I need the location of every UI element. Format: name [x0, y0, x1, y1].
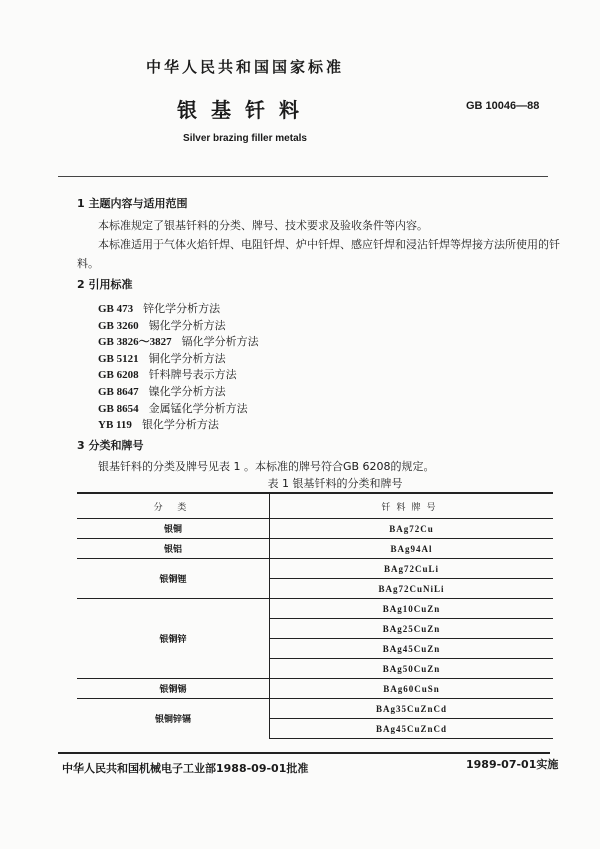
standard-code: GB 10046—88	[466, 100, 540, 112]
reference-code: GB 3826～3827	[98, 336, 172, 349]
reference-item	[98, 383, 226, 399]
grade-cell: BAg94Al	[270, 539, 554, 559]
reference-item	[98, 416, 219, 432]
grade-cell: BAg50CuZn	[270, 659, 554, 679]
reference-code: GB 3260	[98, 319, 139, 332]
table-row	[77, 559, 553, 579]
column-header: 分 类	[77, 493, 270, 519]
grade-cell: BAg72Cu	[270, 519, 554, 539]
category-cell: 银铜锌	[77, 599, 270, 679]
reference-code: GB 8647	[98, 386, 139, 398]
grade-cell: BAg45CuZn	[270, 639, 554, 659]
reference-item	[98, 333, 259, 349]
reference-item	[98, 300, 220, 316]
reference-title: 锌化学分析方法	[143, 302, 221, 315]
reference-code: GB 8654	[98, 402, 139, 415]
category-cell: 银铜	[77, 519, 270, 539]
reference-item	[98, 317, 226, 333]
reference-code: GB 5121	[98, 352, 139, 365]
grade-cell: BAg25CuZn	[270, 619, 554, 639]
reference-title: 锡化学分析方法	[148, 318, 226, 332]
reference-title: 铜化学分析方法	[148, 351, 226, 365]
category-cell: 银铜锂	[77, 559, 270, 599]
section-heading: 2 引用标准	[77, 278, 133, 291]
footer-divider	[58, 752, 550, 754]
grade-cell: BAg72CuNiLi	[270, 579, 554, 599]
reference-code: GB 473	[98, 303, 134, 315]
table-caption: 表 1 银基钎料的分类和牌号	[267, 477, 403, 490]
section-heading: 3 分类和牌号	[77, 439, 144, 452]
reference-item	[98, 366, 237, 382]
category-cell: 银铜锌镉	[77, 699, 270, 739]
approval-date: 中华人民共和国机械电子工业部1988-09-01批准	[62, 762, 309, 775]
reference-item	[98, 350, 226, 366]
table-row	[77, 599, 553, 619]
column-header: 钎料牌号	[270, 493, 554, 519]
section-heading: 1 主题内容与适用范围	[77, 197, 188, 210]
grade-cell: BAg60CuSn	[270, 679, 554, 699]
table-row	[77, 679, 553, 699]
reference-title: 钎料牌号表示方法	[148, 368, 237, 382]
paragraph: 料。	[77, 257, 99, 270]
reference-title: 镍化学分析方法	[148, 385, 226, 398]
reference-title: 镉化学分析方法	[181, 335, 259, 349]
grade-cell: BAg72CuLi	[270, 559, 554, 579]
reference-title: 金属锰化学分析方法	[148, 401, 248, 415]
reference-code: GB 6208	[98, 369, 139, 382]
classification-table	[77, 492, 553, 739]
category-cell: 银铝	[77, 539, 270, 559]
grade-cell: BAg45CuZnCd	[270, 719, 554, 739]
reference-item	[98, 400, 248, 416]
national-standard-label: 中华人民共和国国家标准	[145, 58, 344, 76]
reference-title: 银化学分析方法	[141, 418, 219, 432]
document-title: 银基钎料	[177, 98, 313, 122]
paragraph: 银基钎料的分类及牌号见表 1 。本标准的牌号符合GB 6208的规定。	[98, 460, 435, 473]
table-row	[77, 699, 553, 719]
effective-date: 1989-07-01实施	[466, 758, 559, 771]
grade-cell: BAg35CuZnCd	[270, 699, 554, 719]
grade-cell: BAg10CuZn	[270, 599, 554, 619]
paragraph: 本标准适用于气体火焰钎焊、电阻钎焊、炉中钎焊、感应钎焊和浸沾钎焊等焊接方法所使用的钎	[98, 238, 560, 251]
category-cell: 银铜锡	[77, 679, 270, 699]
reference-code: YB 119	[98, 419, 132, 432]
table-row	[77, 539, 553, 559]
header-divider	[58, 176, 548, 177]
table-row	[77, 519, 553, 539]
paragraph: 本标准规定了银基钎料的分类、牌号、技术要求及验收条件等内容。	[98, 219, 428, 232]
english-title: Silver brazing filler metals	[183, 133, 307, 144]
